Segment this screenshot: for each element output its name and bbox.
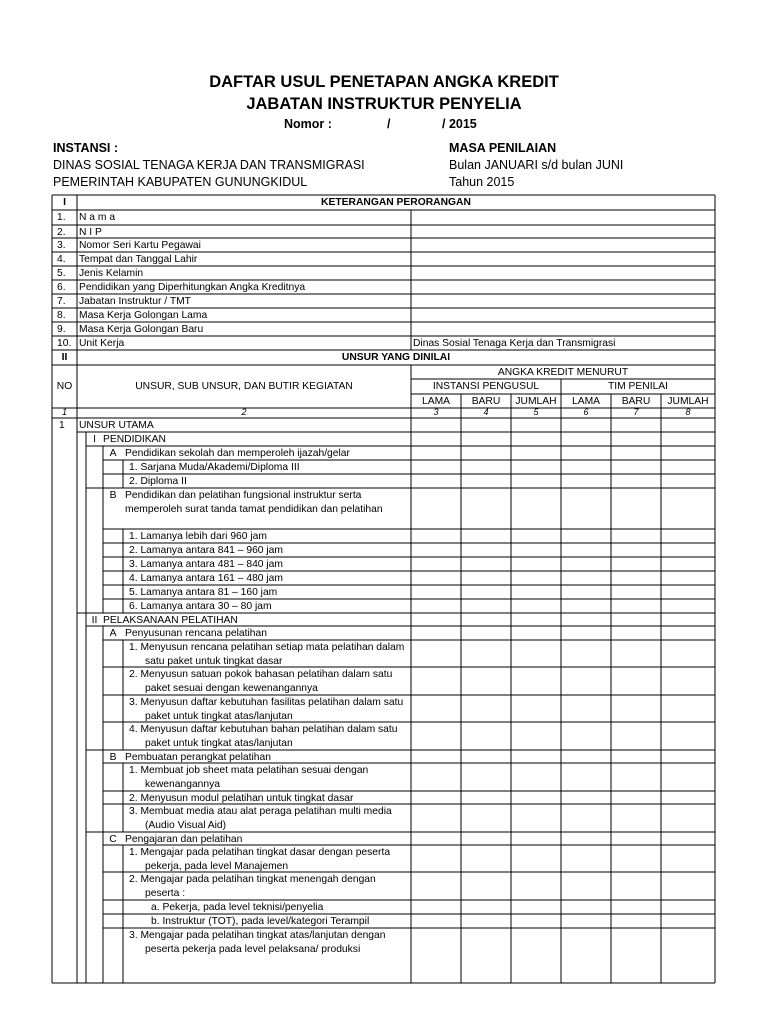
sub-column-header: BARU [471, 396, 501, 407]
list-item: 6. Lamanya antara 30 – 80 jam [129, 601, 272, 612]
section-1-number: I [63, 197, 66, 208]
column-number: 8 [685, 407, 691, 417]
section-1-title: KETERANGAN PERORANGAN [321, 197, 471, 208]
column-number: 6 [583, 407, 589, 417]
list-item: 1. Sarjana Muda/Akademi/Diploma III [129, 462, 300, 473]
personal-field-label: Masa Kerja Golongan Lama [79, 310, 208, 321]
list-item: 1. Membuat job sheet mata pelatihan sesuai dengan kewenangannya [129, 765, 369, 790]
list-item: 2. Menyusun modul pelatihan untuk tingkat dasar [129, 793, 354, 804]
masa-penilaian-block [449, 140, 623, 191]
column-number: 3 [433, 407, 439, 417]
row-letter: C [109, 834, 117, 845]
list-item: 3. Membuat media atau alat peraga pelatihan multi media (Audio Visual Aid) [129, 806, 392, 831]
list-item: 1. Menyusun rencana pelatihan setiap mata pelatihan dalam satu paket untuk tingkat dasar [129, 642, 405, 667]
list-item: 5. Lamanya antara 81 – 160 jam [129, 587, 278, 598]
personal-field-label: Tempat dan Tanggal Lahir [79, 254, 198, 265]
personal-field-label: Nomor Seri Kartu Pegawai [79, 240, 201, 251]
personal-row-number: 9. [57, 324, 66, 335]
list-item: Pendidikan dan pelatihan fungsional instruktur serta memperoleh surat tanda tamat pendidikan dan pelatihan [125, 490, 383, 515]
column-number: 4 [483, 407, 489, 417]
personal-field-label: N a m a [79, 212, 116, 223]
list-item: UNSUR UTAMA [79, 420, 154, 431]
sub-column-header: JUMLAH [515, 396, 557, 407]
personal-row-number: 6. [57, 282, 66, 293]
personal-row-number: 10. [57, 338, 72, 349]
masa-penilaian-line-2: Tahun 2015 [449, 175, 515, 189]
row-letter: A [109, 628, 117, 639]
row-letter: B [109, 490, 117, 501]
list-item: PENDIDIKAN [103, 434, 166, 445]
instansi-line-2: PEMERINTAH KABUPATEN GUNUNGKIDUL [53, 175, 308, 189]
personal-row-number: 5. [57, 268, 66, 279]
column-instansi-pengusul-header: INSTANSI PENGUSUL [432, 381, 540, 392]
personal-field-label: Pendidikan yang Diperhitungkan Angka Kreditnya [79, 282, 306, 293]
sub-column-header: LAMA [571, 396, 601, 407]
row-roman: II [91, 615, 98, 626]
instansi-label: INSTANSI : [53, 141, 119, 155]
list-item: Pengajaran dan pelatihan [125, 834, 243, 845]
list-item: 2. Mengajar pada pelatihan tingkat menengah dengan peserta : [129, 874, 376, 899]
list-item: 1. Lamanya lebih dari 960 jam [129, 531, 267, 542]
personal-field-label: Jenis Kelamin [79, 268, 144, 279]
column-unsur-header: UNSUR, SUB UNSUR, DAN BUTIR KEGIATAN [135, 381, 353, 392]
list-item: 3. Lamanya antara 481 – 840 jam [129, 559, 283, 570]
instansi-line-1: DINAS SOSIAL TENAGA KERJA DAN TRANSMIGRASI [53, 158, 365, 172]
personal-row-number: 1. [57, 212, 66, 223]
personal-row-number: 3. [57, 240, 66, 251]
list-item: PELAKSANAAN PELATIHAN [103, 615, 238, 626]
sub-column-header: BARU [621, 396, 651, 407]
column-number: 7 [633, 407, 639, 417]
list-item: Pendidikan sekolah dan memperoleh ijazah/gelar [125, 448, 350, 459]
row-number: 1 [59, 420, 65, 431]
column-angka-kredit-header: ANGKA KREDIT MENURUT [497, 367, 629, 378]
personal-field-label: Unit Kerja [79, 338, 125, 349]
row-letter: A [109, 448, 117, 459]
row-roman: I [93, 434, 96, 445]
nomor-separator-1: / [387, 117, 391, 131]
list-item: a. Pekerja, pada level teknisi/penyelia [151, 902, 324, 913]
personal-field-label: Masa Kerja Golongan Baru [79, 324, 204, 335]
list-item: 1. Mengajar pada pelatihan tingkat dasar dengan peserta pekerja, pada level Manajemen [129, 847, 391, 872]
list-item: b. Instruktur (TOT), pada level/kategori Terampil [151, 916, 370, 927]
personal-field-value: Dinas Sosial Tenaga Kerja dan Transmigrasi [413, 338, 616, 349]
list-item: 2. Menyusun satuan pokok bahasan pelatihan dalam satu paket sesuai dengan kewenangannya [129, 669, 393, 694]
personal-row-number: 2. [57, 227, 66, 238]
list-item: 2. Lamanya antara 841 – 960 jam [129, 545, 283, 556]
masa-penilaian-label: MASA PENILAIAN [449, 141, 557, 155]
list-item: Pembuatan perangkat pelatihan [125, 752, 271, 763]
list-item: 4. Lamanya antara 161 – 480 jam [129, 573, 283, 584]
section-2-title: UNSUR YANG DINILAI [341, 352, 451, 363]
nomor-separator-2: / 2015 [442, 117, 477, 131]
column-no-header: NO [56, 381, 73, 392]
personal-row-number: 8. [57, 310, 66, 321]
personal-field-label: Jabatan Instruktur / TMT [79, 296, 191, 307]
sub-column-header: LAMA [421, 396, 451, 407]
masa-penilaian-line-1: Bulan JANUARI s/d bulan JUNI [449, 158, 624, 172]
list-item: 2. Diploma II [129, 476, 187, 487]
document-title: DAFTAR USUL PENETAPAN ANGKA KREDIT [209, 73, 559, 91]
column-number: 1 [61, 407, 67, 417]
instansi-block [53, 140, 365, 191]
nomor-label: Nomor : [284, 117, 332, 131]
column-number: 5 [533, 407, 539, 417]
list-item: 3. Menyusun daftar kebutuhan fasilitas pelatihan dalam satu paket untuk tingkat atas/lanjutan [129, 697, 404, 722]
document-subtitle: JABATAN INSTRUKTUR PENYELIA [246, 95, 522, 113]
list-item: 3. Mengajar pada pelatihan tingkat atas/lanjutan dengan peserta pekerja pada level pelaksana/ produksi [129, 930, 386, 955]
column-number: 2 [241, 407, 247, 417]
personal-field-label: N I P [79, 227, 102, 238]
row-letter: B [109, 752, 117, 763]
personal-row-number: 4. [57, 254, 66, 265]
sub-column-header: JUMLAH [667, 396, 709, 407]
column-tim-penilai-header: TIM PENILAI [607, 381, 669, 392]
list-item: 4. Menyusun daftar kebutuhan bahan pelatihan dalam satu paket untuk tingkat atas/lanjutan [129, 724, 398, 749]
list-item: Penyusunan rencana pelatihan [125, 628, 267, 639]
personal-row-number: 7. [57, 296, 66, 307]
section-2-number: II [61, 352, 68, 363]
